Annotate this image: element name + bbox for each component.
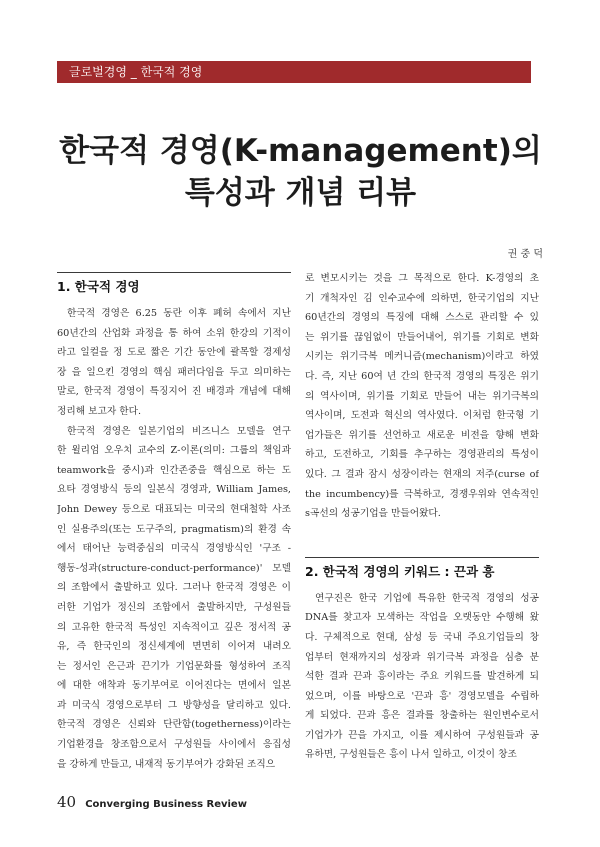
text-line: 한국적 경영은 6.25 동란 이후 폐허 속에서 지난: [67, 308, 291, 319]
text-line: 유, 즉 한국인의 정신세계에 면면히 이어져 내려오: [57, 641, 291, 653]
text-line: John Dewey 등으로 대표되는 미국의 현대철학 사조: [57, 503, 291, 515]
text-line: s곡선의 성공기업을 만들어왔다.: [305, 508, 441, 520]
text-line: teamwork을 중시)과 인간존중을 핵심으로 하는 도: [57, 464, 291, 476]
page-number: 40: [57, 793, 77, 811]
section-label: 글로벌경영 _ 한국적 경영: [69, 65, 203, 79]
text-line: 석한 결과 끈과 흥이라는 주요 키워드를 발견하게 되: [305, 671, 539, 683]
text-line: 었으며, 이를 바탕으로 '끈과 흥' 경영모델을 수립하: [305, 690, 539, 702]
text-line: 는 위기를 끊임없이 만들어내어, 위기를 기회로 변화: [305, 331, 539, 343]
text-line: 행동-성과(structure-conduct-performance)' 모델: [57, 562, 291, 574]
text-line: 한 윌리엄 오우치 교수의 Z-이론(의미: 그룹의 책임과: [57, 445, 291, 457]
section-1-heading: 1. 한국적 경영: [57, 279, 140, 294]
text-line: 정리해 보고자 한다.: [57, 405, 142, 417]
text-line: DNA를 찾고자 모색하는 작업을 오랫동안 수행해 왔: [305, 612, 539, 624]
text-line: 한국적 경영은 일본기업의 비즈니스 모델을 연구: [67, 425, 291, 437]
text-line: 유하면, 구성원들은 흥이 나서 일하고, 이것이 창조: [305, 749, 517, 761]
text-line: 시키는 위기극복 메커니즘(mechanism)이라고 하였: [305, 351, 539, 363]
text-line: 인 실용주의(또는 도구주의, pragmatism)의 환경 속: [57, 523, 291, 535]
text-line: 다. 구체적으로 현대, 삼성 등 국내 주요기업들의 창: [305, 631, 539, 643]
text-line: 로 변모시키는 것을 그 목적으로 한다. K-경영의 초: [305, 273, 539, 284]
text-line: 의 조합에서 출발하고 있다. 그러나 한국적 경영은 이: [57, 582, 291, 594]
text-line: 기업환경을 창조함으로서 구성원들 사이에서 응집성: [57, 739, 291, 751]
text-line: 에 대한 애착과 동기부여로 이어진다는 면에서 일본: [57, 680, 291, 692]
text-line: 의 고유한 한국적 특성인 지속적이고 깊은 정서적 공: [57, 621, 291, 633]
page-footer: [57, 792, 247, 811]
title-line-1: 한국적 경영(K-management)의: [59, 133, 542, 169]
text-line: 다. 즉, 지난 60여 년 간의 한국적 경영의 특징은 위기: [305, 370, 539, 382]
text-line: 역사이며, 도전과 혁신의 역사였다. 이처럼 한국형 기: [305, 410, 539, 422]
section-2-heading: 2. 한국적 경영의 키워드 : 끈과 흥: [305, 563, 495, 579]
text-line: 기업가가 끈을 가지고, 이를 제시하여 구성원들과 공: [305, 729, 539, 741]
text-line: 말로, 한국적 경영이 특징지어 진 배경과 개념에 대해: [57, 386, 291, 398]
text-line: 업부터 현재까지의 성장과 위기극복 과정을 심층 분: [305, 651, 539, 663]
section-1-continuation: [305, 269, 539, 524]
text-line: 60년간의 산업화 과정을 통 하여 소위 한강의 기적이: [57, 327, 291, 339]
text-line: 업가들은 위기를 선언하고 새로운 비전을 향해 변화: [305, 429, 539, 441]
text-line: 연구진은 한국 기업에 특유한 한국적 경영의 성공: [315, 592, 539, 604]
text-line: 장 을 일으킨 경영의 핵심 패러다임을 두고 의미하는: [57, 366, 291, 378]
text-line: 하고, 도전하고, 기회를 추구하는 경영관리의 특성이: [305, 449, 539, 461]
text-line: the incumbency)를 극복하고, 경쟁우위와 연속적인: [305, 488, 539, 500]
title-line-2: 특성과 개념 리뷰: [184, 175, 417, 211]
text-line: 게 되었다. 끈과 흥은 결과를 창출하는 원인변수로서: [305, 710, 539, 722]
author-name: 권 중 덕: [507, 249, 543, 260]
text-line: 기 개척자인 김 인수교수에 의하면, 한국기업의 지난: [305, 292, 539, 304]
right-column: [305, 272, 539, 765]
text-line: 에서 태어난 능력중심의 미국식 경영방식인 '구조 -: [57, 543, 291, 555]
left-column: [57, 272, 291, 774]
text-line: 러한 기업가 정신의 조합에서 출발하지만, 구성원들: [57, 601, 291, 613]
text-line: 라고 일컬을 정 도로 짧은 기간 동안에 괄목할 경제성: [57, 347, 291, 359]
section-1-paragraph-1: [57, 304, 291, 422]
journal-name: Converging Business Review: [85, 799, 247, 810]
text-line: 요타 경영방식 등의 일본식 경영과, William James,: [57, 484, 291, 496]
text-line: 의 역사이며, 위기를 기회로 만들어 내는 위기극복의: [305, 390, 539, 402]
article-title: [57, 130, 544, 214]
text-line: 는 정서인 은근과 끈기가 기업문화를 형성하여 조직: [57, 660, 291, 672]
text-line: 과 미국식 경영으로부터 그 방향성을 달리하고 있다.: [57, 699, 291, 711]
text-line: 60년간의 경영의 특징에 대해 스스로 관리할 수 있: [305, 312, 539, 324]
section-2-paragraph-1: [305, 589, 539, 765]
text-line: 을 강하게 만들고, 내재적 동기부여가 강화된 조직으: [57, 758, 276, 770]
section-1-paragraph-2: [57, 422, 291, 775]
section-header-bar: [57, 61, 531, 83]
text-line: 한국적 경영은 신뢰와 단란함(togetherness)이라는: [57, 719, 291, 731]
text-line: 있다. 그 결과 잠시 성장이라는 현재의 저주(curse of: [305, 468, 539, 480]
